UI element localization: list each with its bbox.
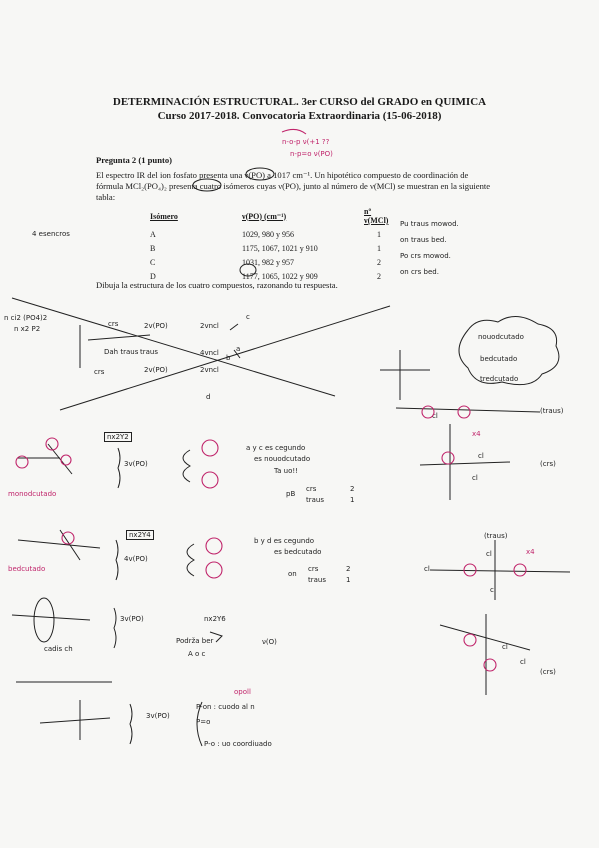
ac-text-2: es nouodcutado [254,455,311,463]
question-paragraph-line1: El espectro IR del ion fosfato presenta una ν(PO) a 1017 cm⁻¹. Un hipotético compuesto de coordinación de [96,170,469,180]
highlight-circle [464,634,476,646]
final-line-3: P-o : uo coordiuado [204,740,272,748]
cl-label: cl [432,412,438,420]
bd-text-4: crs [308,565,319,573]
sketch-line [440,625,530,650]
table-header-isomer: Isómero [150,211,178,221]
traus-label-2: (traus) [484,532,508,540]
table-cell: 2 [377,272,381,281]
three-vpo-label: 3v(PO) [124,460,148,468]
final-formula: 3v(PO) [146,712,170,720]
bd-text-1: b y d es cegundo [254,537,315,545]
brace [118,448,120,488]
podria-text: Podrža ber [176,637,214,645]
final-label: opoll [234,688,251,696]
pb-text: crs [306,485,317,493]
monodentate-label: monodcutado [8,490,57,498]
table-cell: 1 [377,244,381,253]
circle-mark [240,264,256,276]
pb-text: 1 [350,496,355,504]
x4-label: x4 [472,430,481,438]
cis-label-2: (crs) [540,668,556,676]
pb-text: traus [306,496,324,504]
highlight-circle [202,440,218,456]
sketch-arrow [210,632,222,642]
mx2y2-label: nx2Y2 [104,432,132,442]
diagram-label: crs [94,368,105,376]
table-cell: A [150,230,156,239]
highlight-circle [514,564,526,576]
cl-label: cl [490,586,496,594]
brace [197,702,202,746]
cl-label: cl [486,550,492,558]
three-vpo-label-2: 3v(PO) [120,615,144,623]
cl-label: cl [424,565,430,573]
highlight-circle [206,538,222,554]
table-cell: 1 [377,230,381,239]
highlight-circle [464,564,476,576]
diagram-label: 2vncl [200,366,219,374]
diagram-label: 2v(PO) [144,322,168,330]
cloud-shape [459,316,559,384]
row-note-a: Pu traus mowod. [400,220,459,228]
bd-text-3: on [288,570,297,578]
highlight-circle [202,472,218,488]
page-subtitle: Curso 2017-2018. Convocatoria Extraordinaria (15-06-2018) [157,110,442,122]
sketch-line [396,408,540,412]
sketch-arrow [282,129,306,134]
bidentate-label: bedcutado [8,565,46,573]
table-header-vpo: ν(PO) (cm⁻¹) [242,211,287,221]
cl-label: cl [520,658,526,666]
row-note-b: on traus bed. [400,236,447,244]
ac-text-3: Ta uo!! [274,467,298,475]
highlight-circle [442,452,454,464]
four-vpo-label: 4v(PO) [124,555,148,563]
x4-label-2: x4 [526,548,535,556]
brace [183,450,190,482]
question-heading: Pregunta 2 (1 punto) [96,155,172,165]
brace [130,704,132,744]
question-paragraph-line3: tabla: [96,192,116,202]
sketch-line [40,718,110,723]
final-line-1: P-on : cuodo al n [196,703,255,711]
sketch-line [18,540,100,548]
top-formula: n-o-p ν(+1 ?? [282,138,330,146]
mx2y6-label: nx2Y6 [204,615,226,623]
bd-text-6: traus [308,576,326,584]
cross-line [60,306,390,410]
table-cell: B [150,244,156,253]
podria-text-2: A o c [188,650,206,658]
mx2y4-label: nx2Y4 [126,530,154,540]
brace [114,608,116,648]
highlight-circle [422,406,434,418]
brace [187,544,194,576]
table-cell: 1175, 1067, 1021 y 910 [242,244,318,253]
table-cell: 2 [377,258,381,267]
row-note-c: Po crs mowod. [400,252,451,260]
ch-label: cadis ch [44,645,73,653]
margin-note: 4 esencros [32,230,70,238]
table-header-vmcl: nº ν(MCl) [364,207,389,225]
sketch-arrow [230,324,240,358]
right-label-2: bedcutado [480,355,518,363]
highlight-circle [61,455,71,465]
final-line-2: P=o [196,718,211,726]
cl-label: cl [478,452,484,460]
bd-text-5: 2 [346,565,351,573]
sketch-line [420,462,510,465]
diagram-label: 4vncl [200,349,219,357]
diagram-label: d [206,393,211,401]
pb-text: 2 [350,485,355,493]
diagram-label: b [226,354,231,362]
bd-text-2: es bedcutado [274,548,322,556]
brace [116,540,118,580]
cl-label: cl [502,643,508,651]
question-instruction: Dibuja la estructura de los cuatro compuestos, razonando tu respuesta. [96,280,338,290]
diagram-label: n x2 P2 [14,325,41,333]
sketch-line [12,615,90,620]
sketch-line [430,570,570,572]
circle-mark [246,168,274,180]
table-cell: 1031, 982 y 957 [242,258,294,267]
table-cell: C [150,258,156,267]
right-label-3: tredcutado [480,375,519,383]
page-title: DETERMINACIÓN ESTRUCTURAL. 3er CURSO del GRADO en QUIMICA [112,96,487,108]
diagram-label: 2v(PO) [144,366,168,374]
right-label-1: nouodcutado [478,333,524,341]
highlight-circle [458,406,470,418]
diagram-label: n ci2 (PO4)2 [4,314,48,322]
bd-text-7: 1 [346,576,351,584]
row-note-d: on crs bed. [400,268,439,276]
table-cell: 1029, 980 y 956 [242,230,294,239]
traus-label: (traus) [540,407,564,415]
cis-label: (crs) [540,460,556,468]
v-label: ν(O) [262,638,277,646]
diagram-label: c [246,313,250,321]
cl-label: cl [472,474,478,482]
diagram-label: crs [108,320,119,328]
question-paragraph-line2: fórmula MCl₂(PO₄)₂ presenta cuatro isómeros cuyas ν(PO), junto al número de ν(MCl) se muestran en la siguiente [96,181,491,191]
cross-line [12,298,335,396]
table-cell: 1177, 1065, 1022 y 909 [242,272,318,281]
diagram-label: a [236,345,241,353]
sketch-oval [34,598,54,642]
circle-mark [193,179,221,191]
ac-text-1: a y c es cegundo [246,444,306,452]
diagram-label: 2vncl [200,322,219,330]
highlight-circle [206,562,222,578]
top-formula-2: n-p=o ν(PO) [290,150,333,158]
diagram-label: traus [140,348,158,356]
table-cell: D [150,272,156,281]
diagram-label: Dah traus [104,348,139,356]
sketch-line [48,444,72,474]
pb-text: pB [286,490,296,498]
